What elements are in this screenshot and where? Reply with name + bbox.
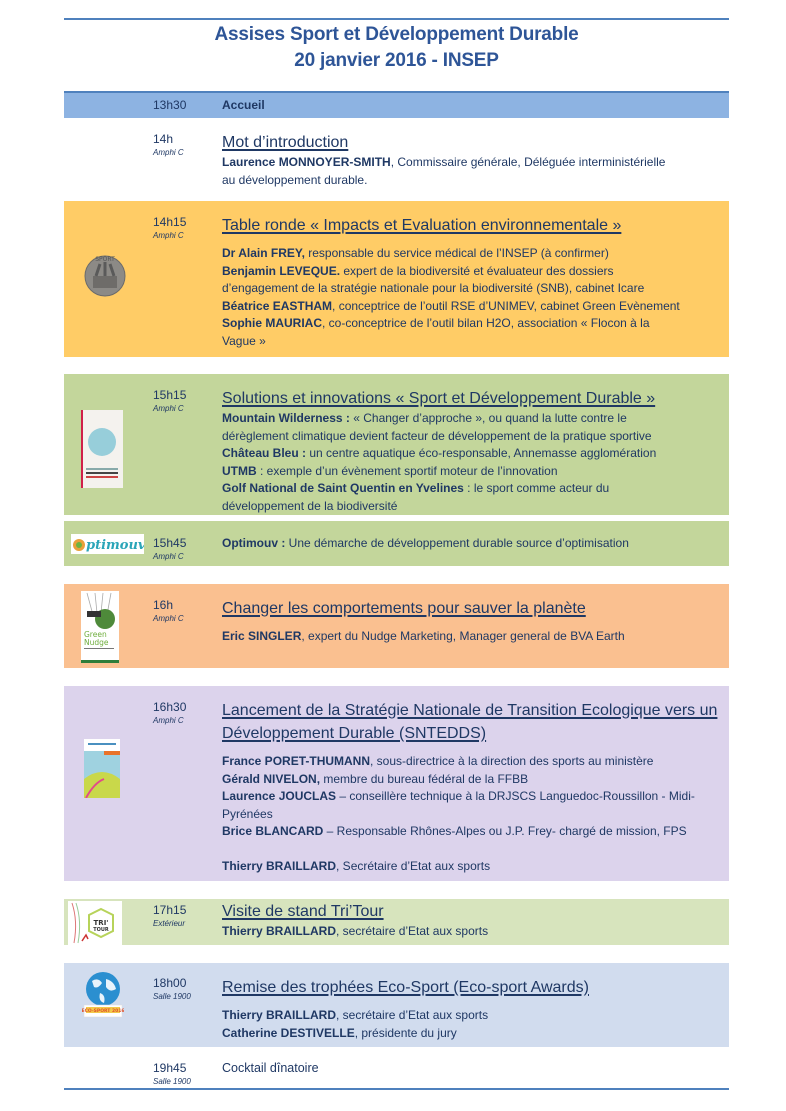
speaker-line: Laurence JOUCLAS – conseillère technique à la DRJSCS Languedoc-Roussillon - Midi- [222, 789, 695, 803]
speaker-line: dérèglement climatique devient facteur de développement de la pratique sportive [222, 428, 652, 443]
program-row-optimouv [64, 521, 729, 566]
item-title-link[interactable]: Visite de stand Tri’Tour [222, 903, 384, 920]
item-content [222, 131, 722, 189]
time-slot: 15h45 Amphi C [153, 536, 187, 561]
speaker-line: Mountain Wilderness : « Changer d’approche », ou quand la lutte contre le [222, 411, 627, 425]
spacer [222, 841, 732, 859]
speaker-line: Thierry BRAILLARD, Secrétaire d’Etat aux sports [222, 859, 491, 873]
speaker-line: au développement durable. [222, 172, 368, 187]
page-title: Assises Sport et Développement Durable [214, 24, 579, 45]
time-slot: 15h15 Amphi C [153, 388, 187, 413]
time: 14h [153, 132, 174, 146]
svg-text:Green: Green [84, 630, 107, 639]
program-row-sntedds [64, 686, 729, 881]
svg-text:SPORT: SPORT [95, 256, 115, 263]
time-slot: 17h15 Extérieur [153, 903, 187, 928]
time-slot: 16h30 Amphi C [153, 700, 187, 725]
top-rule [64, 18, 729, 20]
item-title-link[interactable]: Solutions et innovations « Sport et Développement Durable » [222, 390, 656, 407]
program-row-accueil [64, 93, 729, 118]
speaker-line: Thierry BRAILLARD, secrétaire d’Etat aux sports [222, 1008, 489, 1022]
program-row-table-ronde [64, 201, 729, 357]
item-content [222, 387, 732, 515]
svg-text:TOUR: TOUR [93, 927, 109, 933]
item-content [222, 597, 722, 646]
item-content [222, 976, 722, 1042]
speaker-line: Golf National de Saint Quentin en Yvelines : le sport comme acteur du [222, 481, 610, 495]
speaker-line: Eric SINGLER, expert du Nudge Marketing, Manager general de BVA Earth [222, 629, 625, 643]
speaker-line: Sophie MAURIAC, co-conceptrice de l’outil bilan H2O, association « Flocon à la [222, 316, 650, 330]
item-content [222, 699, 732, 876]
speaker-line: Catherine DESTIVELLE, présidente du jury [222, 1025, 457, 1040]
program-row-solutions [64, 374, 729, 515]
time-slot: 14h15 Amphi C [153, 215, 187, 240]
item-content [222, 535, 722, 553]
optimouv-logo-icon [71, 534, 144, 554]
page-subtitle: 20 janvier 2016 - INSEP [294, 50, 499, 71]
item-title: Accueil [222, 98, 265, 112]
item-content [222, 214, 722, 350]
tritour-logo-icon [68, 901, 122, 945]
sport-toolbox-logo-icon [81, 252, 129, 300]
item-title: Cocktail dînatoire [222, 1061, 319, 1075]
eco-sport-globe-logo-icon [82, 971, 124, 1019]
speaker-line: Vague » [222, 333, 266, 348]
speaker-line: Benjamin LEVEQUE. expert de la biodiversité et évaluateur des dossiers [222, 263, 614, 278]
sntedds-cover-icon [84, 739, 120, 798]
svg-text:Nudge: Nudge [84, 638, 109, 647]
time-slot: 18h00 Salle 1900 [153, 976, 191, 1001]
bottom-rule [64, 1088, 729, 1090]
item-content [222, 900, 722, 941]
speaker-line: Béatrice EASTHAM, conceptrice de l’outil RSE d’UNIMEV, cabinet Green Evènement [222, 298, 680, 313]
program-row-comportements [64, 584, 729, 668]
speaker-line: UTMB : exemple d’un évènement sportif moteur de l’innovation [222, 463, 558, 478]
item-title-link[interactable]: Table ronde « Impacts et Evaluation environnementale » [222, 217, 622, 234]
item-title-link[interactable]: Mot d’introduction [222, 134, 349, 151]
speaker-line: Optimouv : Une démarche de développement durable source d’optimisation [222, 536, 629, 550]
program-row-tritour [64, 899, 729, 945]
item-title-link[interactable]: Changer les comportements pour sauver la planète [222, 600, 586, 617]
time-slot: 19h45 Salle 1900 [153, 1061, 191, 1086]
svg-text:ptimouv: ptimouv [86, 538, 144, 553]
svg-text:TRI': TRI' [93, 919, 109, 927]
speaker-line: Thierry BRAILLARD, secrétaire d’Etat aux sports [222, 924, 489, 938]
speaker-line: Château Bleu : un centre aquatique éco-responsable, Annemasse agglomération [222, 446, 657, 460]
room: Amphi C [153, 148, 184, 157]
speaker-line: d’engagement de la stratégie nationale pour la biodiversité (SNB), cabinet Icare [222, 281, 645, 295]
item-content [222, 1060, 722, 1078]
time: 13h30 [153, 98, 187, 112]
speaker-line: Dr Alain FREY, responsable du service médical de l’INSEP (à confirmer) [222, 246, 609, 260]
item-title-link[interactable]: Remise des trophées Eco-Sport (Eco-sport Awards) [222, 979, 589, 996]
book-cover-biodiversity-icon [81, 410, 123, 488]
speaker-line: développement de la biodiversité [222, 498, 398, 513]
item-title-link[interactable]: Lancement de la Stratégie Nationale de Transition Ecologique vers un Développement Durable (SNTEDDS) [222, 702, 718, 742]
program-row-eco-sport-awards [64, 963, 729, 1047]
speaker-line: Laurence MONNOYER-SMITH, Commissaire générale, Déléguée interministérielle [222, 155, 666, 169]
green-nudge-book-icon [81, 591, 119, 663]
program-row-cocktail [64, 1047, 729, 1087]
program-row-introduction [64, 118, 729, 200]
speaker-line: Gérald NIVELON, membre du bureau fédéral de la FFBB [222, 771, 529, 786]
speaker-line: Brice BLANCARD – Responsable Rhônes-Alpes ou J.P. Frey- chargé de mission, FPS [222, 824, 687, 838]
time-slot: 16h Amphi C [153, 598, 184, 623]
svg-text:ECO-SPORT 2016: ECO-SPORT 2016 [82, 1009, 124, 1014]
time-slot [153, 132, 184, 158]
speaker-line: France PORET-THUMANN, sous-directrice à la direction des sports au ministère [222, 754, 654, 768]
speaker-line: Pyrénées [222, 806, 273, 821]
